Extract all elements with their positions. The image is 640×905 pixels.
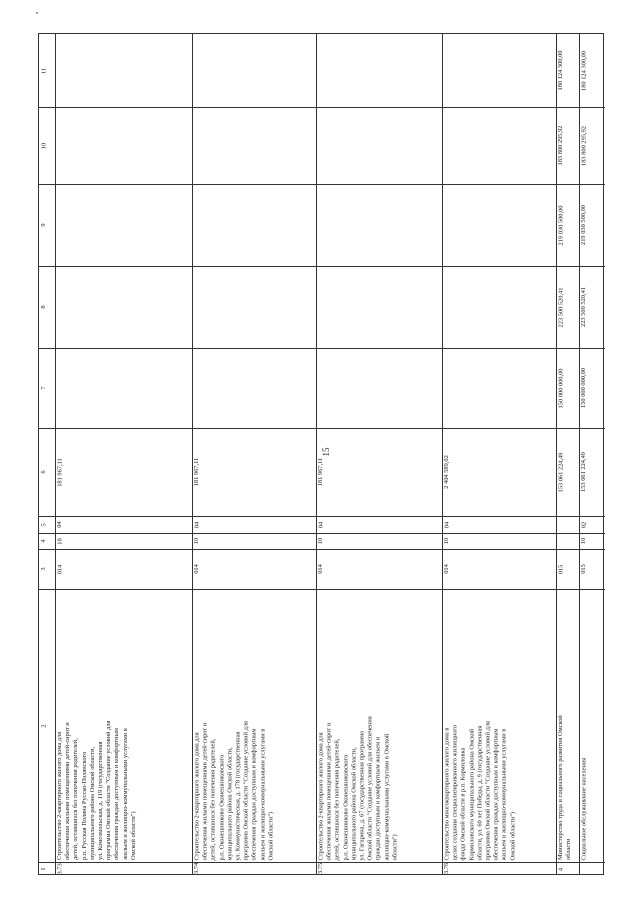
header-col-10: 10 <box>40 142 47 149</box>
cell-c11 <box>317 36 441 105</box>
row-description: Социальное обслуживание населения <box>580 757 587 860</box>
row-number: 3.75 <box>317 862 324 874</box>
cell-c6: 181 967,11 <box>193 457 200 487</box>
row-number <box>580 864 604 874</box>
cell-c5: 02 <box>580 521 587 528</box>
cell-c4: 10 <box>443 537 450 545</box>
header-col-2: 2 <box>40 723 47 728</box>
cell-c10 <box>443 109 555 182</box>
cell-c9 <box>193 186 315 264</box>
row-description: Строительство 2-квартирного жилого дома для обеспечения жилыми помещениями детей-сирот и детей, оставшихся без попечения родителей, р.п. Оконешниково Оконешниковского муниципального района Омской области, ул. Гагарина, д. 67 (государственная программа Омской области "Создание условий для обеспечения граждан доступным и комфортным жильем и жилищно-коммунальными услугами в Омской области") <box>317 715 398 860</box>
cell-c6: 181 967,11 <box>56 457 63 487</box>
header-col-11: 11 <box>40 67 47 74</box>
cell-c9 <box>56 186 191 264</box>
cell-c4: 10 <box>317 537 324 545</box>
cell-c11 <box>443 36 555 105</box>
cell-c10: 183 800 295,92 <box>580 125 587 166</box>
cell-c8 <box>193 268 315 346</box>
cell-c7 <box>193 350 315 426</box>
header-col-7: 7 <box>40 386 47 390</box>
column-divider <box>39 533 605 534</box>
cell-c7: 150 000 000,00 <box>557 368 564 408</box>
cell-c7: 150 000 000,00 <box>580 368 587 408</box>
header-col-8: 8 <box>40 305 47 309</box>
column-divider <box>39 428 605 429</box>
cell-c8: 223 500 520,41 <box>580 287 587 327</box>
cell-c10: 183 800 295,92 <box>557 125 564 166</box>
cell-c3: 015 <box>557 564 564 574</box>
cell-c5: 04 <box>443 521 450 528</box>
cell-c5: 04 <box>56 521 63 528</box>
cell-c4 <box>557 535 578 547</box>
cell-c3: 014 <box>443 564 450 574</box>
row-description: Строительство 2-квартирного жилого дома для обеспечения жилыми помещениями детей-сирот и детей, оставшихся без попечения родителей, р.п. Оконешниково Оконешниковского муниципального района Омской области, ул. Коммунистическая, д. 178 (государственная программа Омской области "Создание условий для обеспечения граждан доступным и комфортным жильем и жилищно-коммунальными услугами в Омской области") <box>193 720 274 860</box>
cell-c3: 014 <box>193 564 200 574</box>
column-divider <box>39 348 605 349</box>
column-divider <box>39 266 605 267</box>
cell-c9: 219 030 500,00 <box>580 205 587 245</box>
cell-c8 <box>317 268 441 346</box>
cell-c11: 180 124 300,00 <box>580 50 587 91</box>
cell-c11 <box>193 36 315 105</box>
cell-c3: 014 <box>317 564 324 574</box>
row-description: Строительство 2-квартирного жилого дома для обеспечения жилыми помещениями детей-сирот и детей, оставшихся без попечения родителей, р.п. Русская Поляна Русско-Полянского муниципального района Омской области, ул. Комсомольская, д. 119 (государственная программа Омской области "Создание условий для обеспечения граждан доступным и комфортным жильем и жилищно-коммунальными услугами в Омской области") <box>56 720 137 860</box>
header-col-1: 1 <box>40 867 47 871</box>
row-number: 4 <box>557 867 564 871</box>
cell-c9 <box>443 186 555 264</box>
page-number: 15 <box>321 447 331 457</box>
row-number: 3.74 <box>193 862 200 874</box>
cell-c7 <box>56 350 191 426</box>
cell-c7 <box>443 350 555 426</box>
cell-c8: 223 500 520,41 <box>557 287 564 327</box>
header-col-9: 9 <box>40 223 47 227</box>
cell-c10 <box>317 109 441 182</box>
budget-table <box>38 33 604 875</box>
header-col-4: 4 <box>40 539 47 543</box>
cell-c8 <box>56 268 191 346</box>
cell-c6: 2 404 589,02 <box>443 455 450 489</box>
header-col-3: 3 <box>40 567 47 571</box>
cell-c5: 04 <box>317 521 324 528</box>
row-description: Министерство труда и социального развития Омской области <box>557 715 573 860</box>
cell-c5: 04 <box>193 521 200 528</box>
cell-c6: 181 967,11 <box>317 457 324 487</box>
cell-c11: 180 124 300,00 <box>557 50 564 91</box>
column-divider <box>39 184 605 185</box>
column-divider <box>39 549 605 550</box>
cell-c4: 10 <box>56 537 63 545</box>
cell-c10 <box>193 109 315 182</box>
row-number: 3.73 <box>56 862 63 874</box>
cell-c4: 10 <box>580 537 587 545</box>
cell-c6: 153 061 224,49 <box>557 452 564 492</box>
row-description: Строительство многоквартирного жилого дома в целях создания специализированного жилищного фонда Омской области в р.п. Кормиловка Кормиловского муниципального района Омской области, ул. 60 лет Победы, д. 9 (государственная программа Омской области "Создание условий для обеспечения граждан доступным и комфортным жильем и жилищно-коммунальными услугами в Омской области") <box>443 720 516 860</box>
header-col-5: 5 <box>40 522 47 527</box>
cell-c10 <box>56 109 191 182</box>
cell-c4: 10 <box>193 537 200 545</box>
header-col-6: 6 <box>40 470 47 474</box>
row-number: 3.76 <box>443 862 450 874</box>
cell-c3: 015 <box>580 564 587 574</box>
cell-c6: 153 061 224,49 <box>580 452 587 492</box>
column-divider <box>39 107 605 108</box>
cell-c5 <box>557 518 578 531</box>
cell-c3: 014 <box>56 564 63 574</box>
cell-c9 <box>317 186 441 264</box>
cell-c7 <box>317 350 441 426</box>
column-divider <box>39 516 605 517</box>
scan-speck <box>36 12 38 14</box>
column-divider <box>39 589 605 590</box>
cell-c9: 219 030 500,00 <box>557 205 564 245</box>
cell-c8 <box>443 268 555 346</box>
cell-c11 <box>56 36 191 105</box>
